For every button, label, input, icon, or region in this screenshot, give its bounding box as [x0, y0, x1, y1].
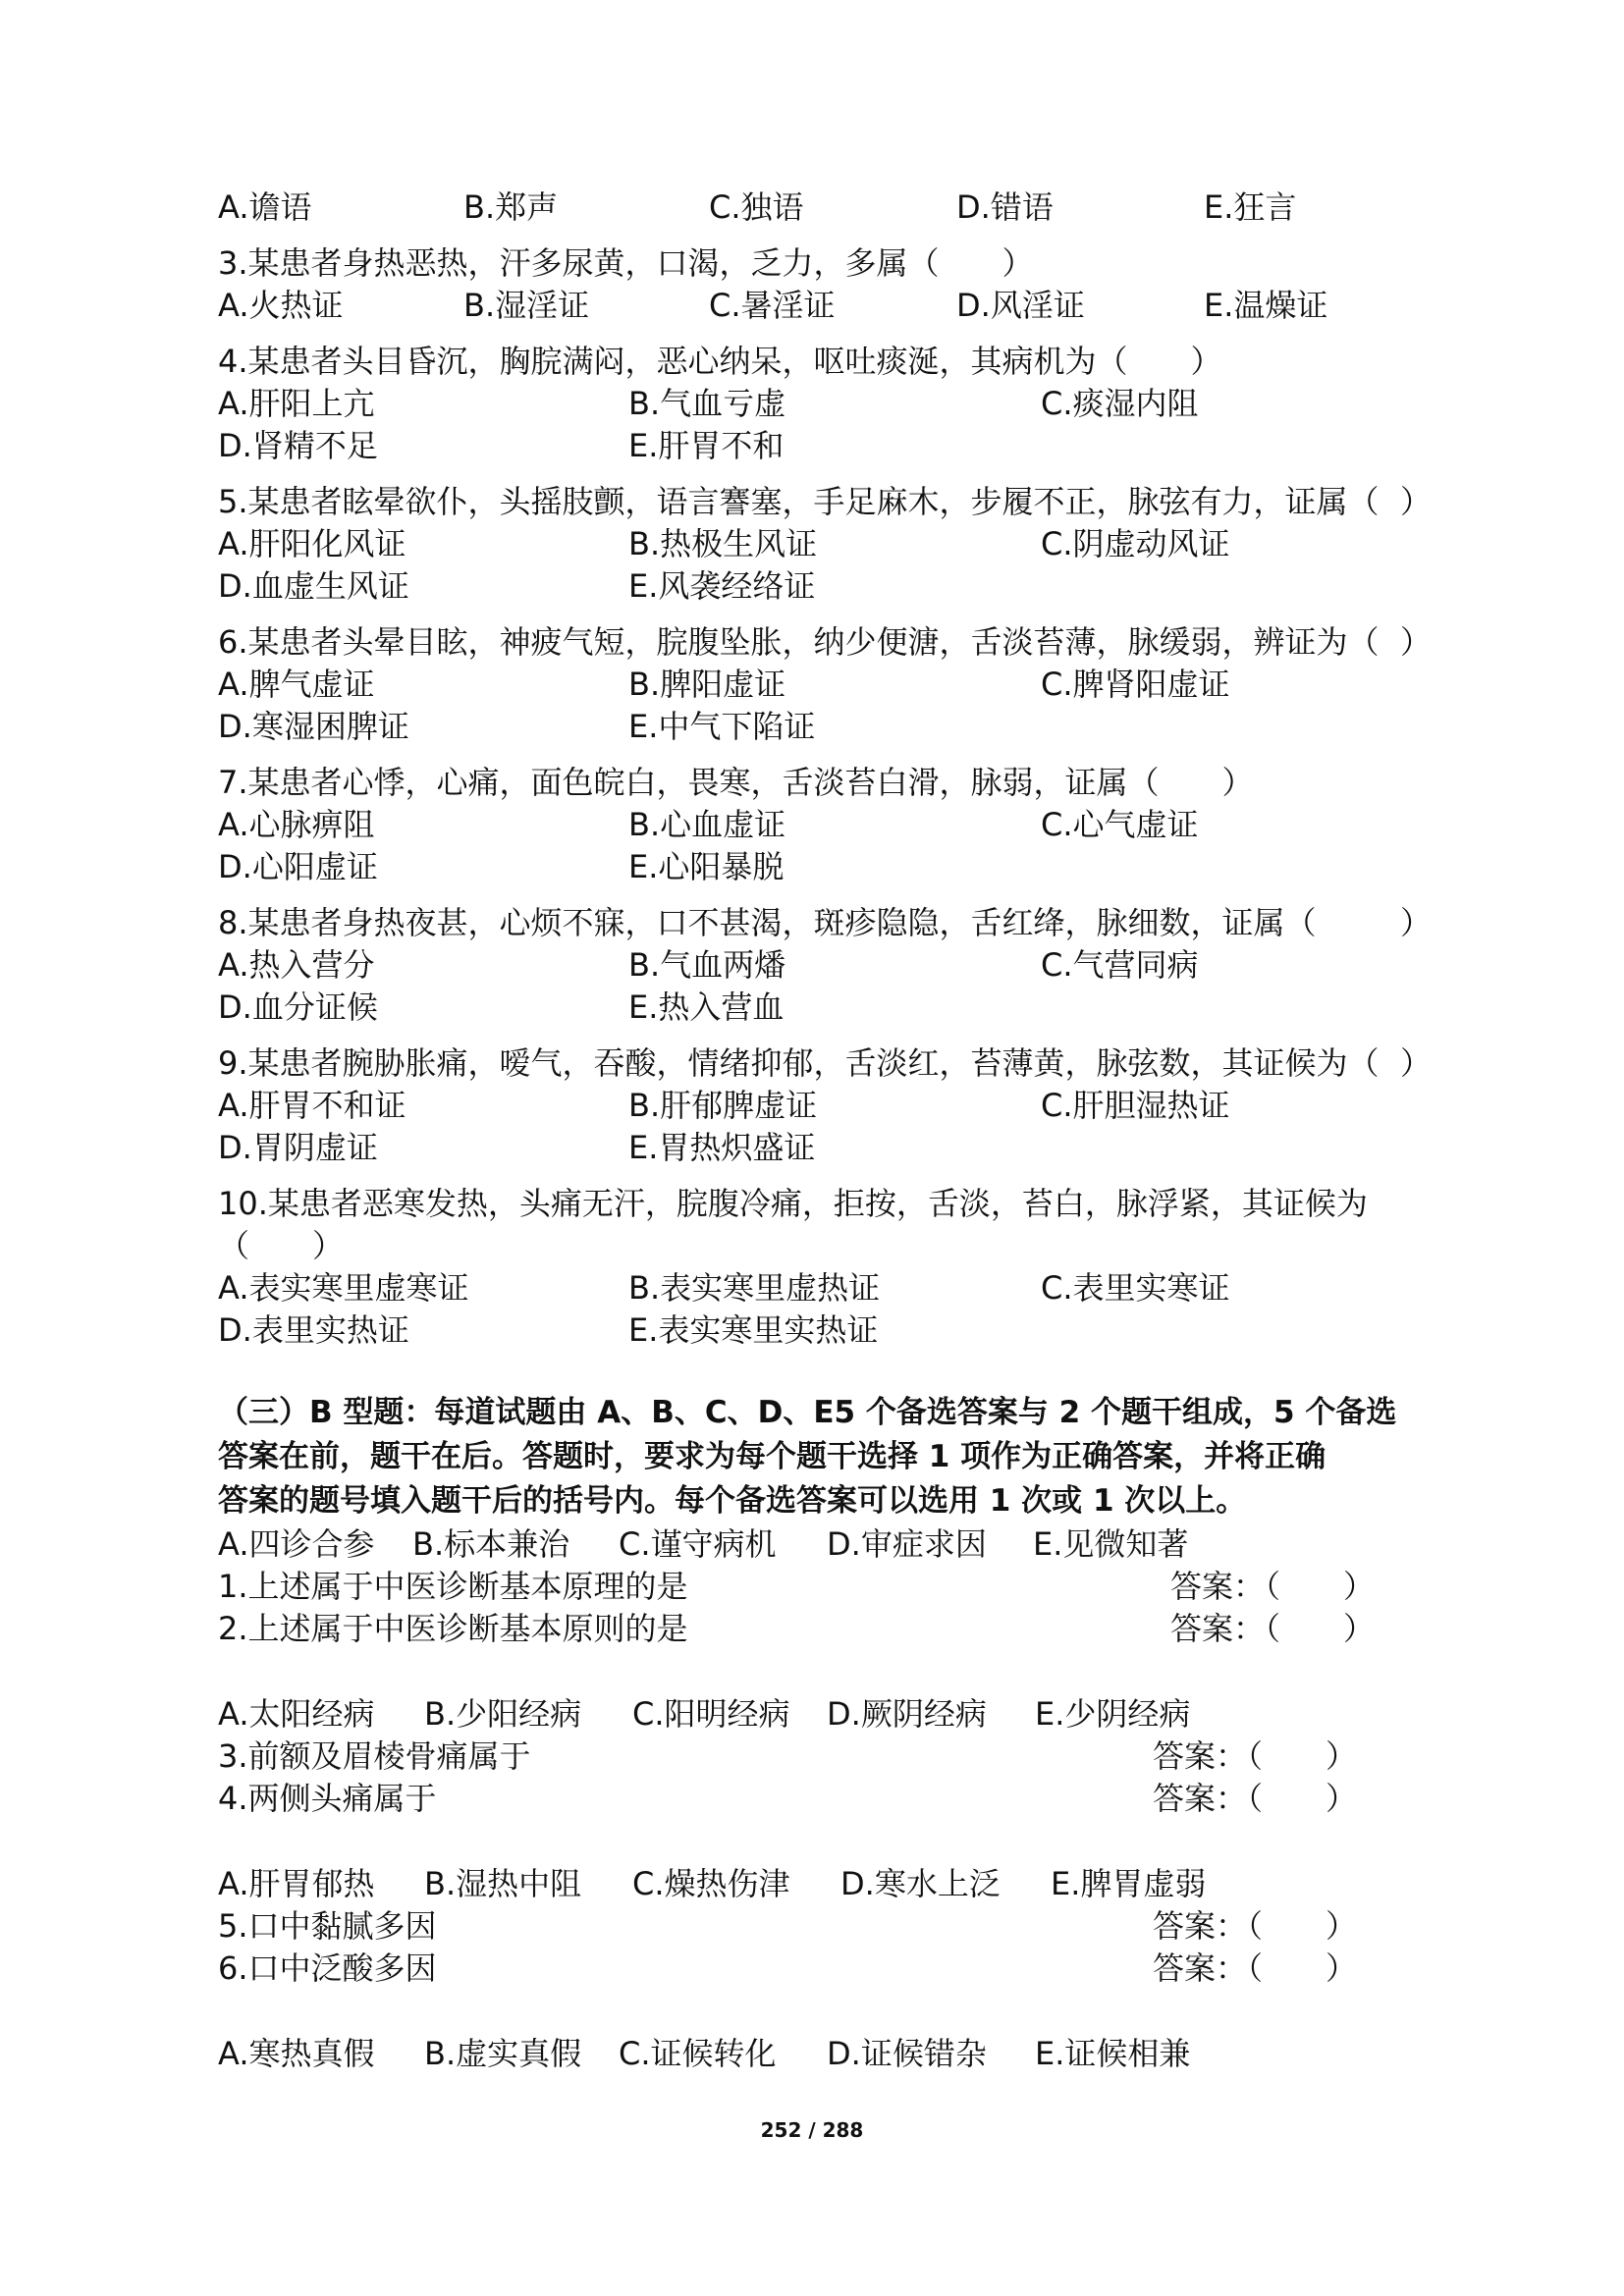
group4-options — [218, 2033, 1426, 2075]
group3-answer-5: 答案：（ ） — [1153, 1907, 1358, 1945]
q8-option-b: B.气血两燔 — [628, 946, 786, 984]
q10-option-b: B.表实寒里虚热证 — [628, 1269, 881, 1307]
q10-options-row2 — [218, 1309, 1426, 1352]
q6-option-e: E.中气下陷证 — [628, 708, 816, 745]
group2-answer-4: 答案：（ ） — [1153, 1780, 1358, 1817]
q7-option-b: B.心血虚证 — [628, 806, 786, 843]
q6-option-c: C.脾肾阳虚证 — [1041, 666, 1230, 703]
q3-option-e: E.温燥证 — [1204, 287, 1328, 324]
q6-options-row1 — [218, 664, 1426, 706]
group2-option-b: B.少阳经病 — [424, 1695, 582, 1733]
q4-option-a: A.肝阳上亢 — [218, 385, 375, 422]
group2-option-c: C.阳明经病 — [632, 1695, 790, 1733]
group3-question-6: 6.口中泛酸多因 — [218, 1949, 437, 1987]
section3-heading-line1: （三）B 型题：每道试题由 A、B、C、D、E5 个备选答案与 2 个题干组成，5 个备选 — [218, 1395, 1397, 1430]
q3-option-b: B.湿淫证 — [463, 287, 590, 324]
q8-stem-line — [218, 902, 1433, 944]
group1-option-e: E.见微知著 — [1033, 1525, 1189, 1563]
section3-heading-line2: 答案在前，题干在后。答题时，要求为每个题干选择 1 项作为正确答案，并将正确 — [218, 1439, 1326, 1474]
q1-option-a: A.谵语 — [218, 188, 312, 226]
q3-options — [218, 285, 1426, 327]
group2-option-e: E.少阴经病 — [1035, 1695, 1191, 1733]
group2-item-3 — [218, 1735, 1426, 1778]
q8-paren: ） — [1400, 904, 1433, 941]
q8-option-c: C.气营同病 — [1041, 946, 1199, 984]
q9-options-row2 — [218, 1127, 1426, 1169]
q5-option-c: C.阴虚动风证 — [1041, 525, 1230, 562]
group1-option-c: C.谨守病机 — [619, 1525, 777, 1563]
q8-option-e: E.热入营血 — [628, 988, 785, 1026]
q1-options — [218, 187, 1426, 229]
section3-heading-line3: 答案的题号填入题干后的括号内。每个备选答案可以选用 1 次或 1 次以上。 — [218, 1483, 1247, 1519]
q6-option-b: B.脾阳虚证 — [628, 666, 786, 703]
group1-options — [218, 1523, 1426, 1566]
group1-option-a: A.四诊合参 — [218, 1525, 375, 1563]
q7-option-e: E.心阳暴脱 — [628, 848, 785, 885]
q7-options-row1 — [218, 804, 1426, 846]
q7-stem: 7.某患者心悸，心痛，面色皖白，畏寒，舌淡苔白滑，脉弱，证属（ ） — [218, 764, 1254, 801]
group3-option-e: E.脾胃虚弱 — [1051, 1865, 1207, 1902]
group1-option-d: D.审症求因 — [827, 1525, 987, 1563]
q3-option-d: D.风淫证 — [956, 287, 1085, 324]
q5-option-a: A.肝阳化风证 — [218, 525, 406, 562]
q3-stem: 3.某患者身热恶热，汗多尿黄，口渴，乏力，多属（ ） — [218, 244, 1034, 282]
q7-option-a: A.心脉痹阻 — [218, 806, 375, 843]
q9-option-b: B.肝郁脾虚证 — [628, 1087, 818, 1124]
q10-option-e: E.表实寒里实热证 — [628, 1311, 879, 1349]
group4-option-c: C.证候转化 — [619, 2035, 777, 2072]
q9-option-c: C.肝胆湿热证 — [1041, 1087, 1230, 1124]
group2-question-4: 4.两侧头痛属于 — [218, 1780, 437, 1817]
q6-paren: ） — [1400, 623, 1433, 661]
q8-option-a: A.热入营分 — [218, 946, 375, 984]
q1-option-b: B.郑声 — [463, 188, 559, 226]
q1-option-e: E.狂言 — [1204, 188, 1297, 226]
q5-options-row2 — [218, 565, 1426, 608]
q4-options-row1 — [218, 383, 1426, 425]
q7-option-d: D.心阳虚证 — [218, 848, 378, 885]
q6-option-a: A.脾气虚证 — [218, 666, 375, 703]
page-number: 252 / 288 — [760, 2118, 864, 2142]
q10-options-row1 — [218, 1267, 1426, 1309]
group1-question-1: 1.上述属于中医诊断基本原理的是 — [218, 1568, 688, 1605]
group4-option-e: E.证候相兼 — [1035, 2035, 1191, 2072]
group2-item-4 — [218, 1778, 1426, 1820]
group2-option-a: A.太阳经病 — [218, 1695, 375, 1733]
group3-option-d: D.寒水上泛 — [840, 1865, 1001, 1902]
q9-options-row1 — [218, 1085, 1426, 1127]
q6-option-d: D.寒湿困脾证 — [218, 708, 409, 745]
q4-option-b: B.气血亏虚 — [628, 385, 786, 422]
group4-option-d: D.证候错杂 — [827, 2035, 987, 2072]
q9-stem-line — [218, 1042, 1433, 1085]
group3-option-c: C.燥热伤津 — [632, 1865, 790, 1902]
group4-option-a: A.寒热真假 — [218, 2035, 375, 2072]
q3-option-c: C.暑淫证 — [709, 287, 836, 324]
q10-option-c: C.表里实寒证 — [1041, 1269, 1230, 1307]
q5-stem-line — [218, 481, 1433, 523]
q6-stem: 6.某患者头晕目眩，神疲气短，脘腹坠胀，纳少便溏，舌淡苔薄，脉缓弱，辨证为（ — [218, 623, 1380, 661]
group3-option-a: A.肝胃郁热 — [218, 1865, 375, 1902]
q7-options-row2 — [218, 846, 1426, 888]
q4-options-row2 — [218, 425, 1426, 467]
q7-option-c: C.心气虚证 — [1041, 806, 1199, 843]
group1-item-2 — [218, 1608, 1426, 1650]
group3-item-6 — [218, 1948, 1426, 1990]
q5-option-e: E.风袭经络证 — [628, 567, 816, 605]
group2-options — [218, 1693, 1426, 1735]
q6-stem-line — [218, 621, 1433, 664]
q5-option-d: D.血虚生风证 — [218, 567, 409, 605]
q8-stem: 8.某患者身热夜甚，心烦不寐，口不甚渴，斑疹隐隐，舌红绛，脉细数，证属（ — [218, 904, 1317, 941]
group4-option-b: B.虚实真假 — [424, 2035, 582, 2072]
q8-options-row1 — [218, 944, 1426, 987]
q6-options-row2 — [218, 706, 1426, 748]
q8-option-d: D.血分证候 — [218, 988, 378, 1026]
q1-option-c: C.独语 — [709, 188, 804, 226]
q4-option-e: E.肝胃不和 — [628, 427, 785, 464]
group3-options — [218, 1863, 1426, 1905]
q9-option-e: E.胃热炽盛证 — [628, 1129, 816, 1166]
group1-question-2: 2.上述属于中医诊断基本原则的是 — [218, 1610, 688, 1647]
group3-answer-6: 答案：（ ） — [1153, 1949, 1358, 1987]
q5-option-b: B.热极生风证 — [628, 525, 818, 562]
group1-option-b: B.标本兼治 — [412, 1525, 570, 1563]
document-page — [218, 187, 1433, 2075]
q10-paren-line: （ ） — [218, 1227, 345, 1264]
q4-option-d: D.肾精不足 — [218, 427, 378, 464]
group1-answer-2: 答案：（ ） — [1170, 1610, 1376, 1647]
q8-options-row2 — [218, 987, 1426, 1029]
q3-option-a: A.火热证 — [218, 287, 344, 324]
group1-item-1 — [218, 1566, 1426, 1608]
q9-option-a: A.肝胃不和证 — [218, 1087, 406, 1124]
group3-item-5 — [218, 1905, 1426, 1948]
group2-answer-3: 答案：（ ） — [1153, 1737, 1358, 1775]
group3-option-b: B.湿热中阻 — [424, 1865, 582, 1902]
q4-option-c: C.痰湿内阻 — [1041, 385, 1199, 422]
group2-question-3: 3.前额及眉棱骨痛属于 — [218, 1737, 531, 1775]
q10-stem: 10.某患者恶寒发热，头痛无汗，脘腹冷痛，拒按，舌淡，苔白，脉浮紧，其证候为 — [218, 1185, 1368, 1222]
group2-option-d: D.厥阴经病 — [827, 1695, 987, 1733]
q5-stem: 5.某患者眩晕欲仆，头摇肢颤，语言謇塞，手足麻木，步履不正，脉弦有力，证属（ — [218, 483, 1380, 520]
q9-stem: 9.某患者腕胁胀痛，嗳气，吞酸，情绪抑郁，舌淡红，苔薄黄，脉弦数，其证候为（ — [218, 1044, 1380, 1082]
group1-answer-1: 答案：（ ） — [1170, 1568, 1376, 1605]
q9-option-d: D.胃阴虚证 — [218, 1129, 378, 1166]
q10-option-d: D.表里实热证 — [218, 1311, 409, 1349]
q5-options-row1 — [218, 523, 1426, 565]
q1-option-d: D.错语 — [956, 188, 1054, 226]
q5-paren: ） — [1400, 483, 1433, 520]
q9-paren: ） — [1400, 1044, 1433, 1082]
q4-stem: 4.某患者头目昏沉，胸脘满闷，恶心纳呆，呕吐痰涎，其病机为（ ） — [218, 343, 1222, 380]
q10-option-a: A.表实寒里虚寒证 — [218, 1269, 469, 1307]
group3-question-5: 5.口中黏腻多因 — [218, 1907, 437, 1945]
